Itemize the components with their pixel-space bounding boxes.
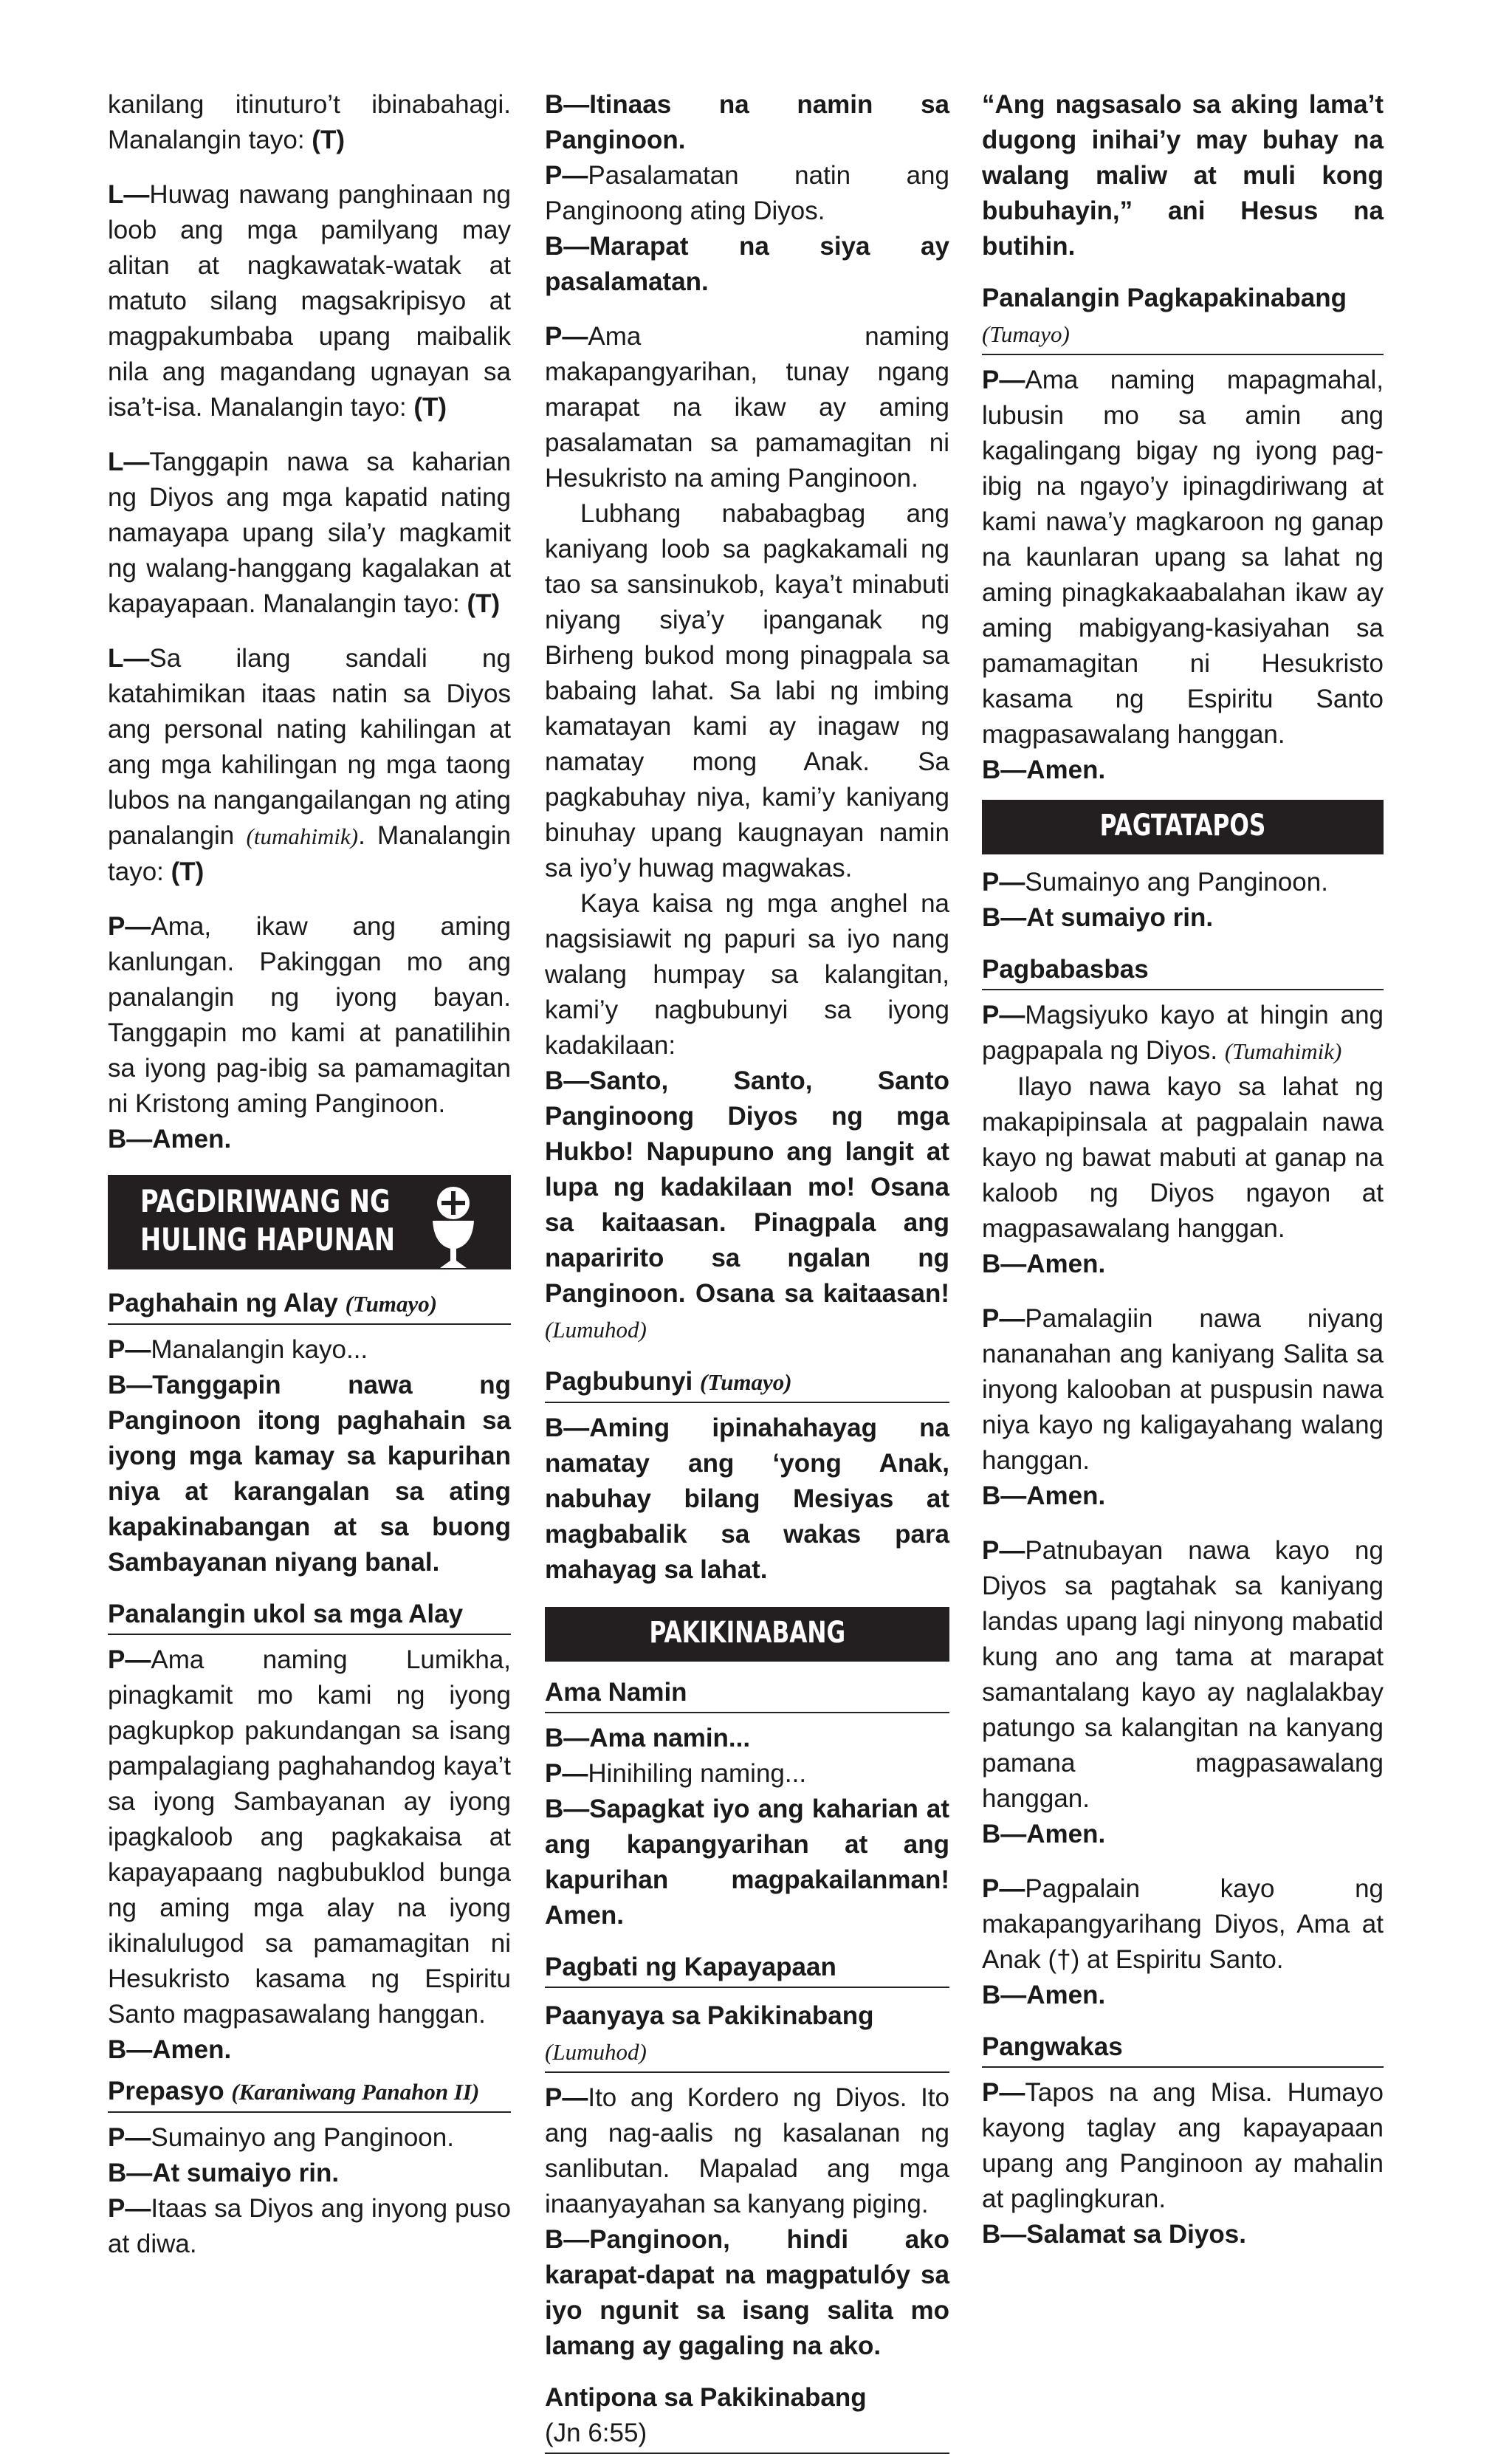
- section-banner-pakikinabang: PAKIKINABANG: [545, 1607, 949, 1662]
- pagbabasbas-2: Ilayo nawa kayo sa lahat ng makapipinsala at pagpalain nawa kayo ng bawat mabuti at ganap na kaloob ng Diyos ngayon at magpasawalang hanggan.: [982, 1072, 1384, 1243]
- prepasyo-response-3: B—Marapat na siya ay pasalamatan.: [545, 232, 949, 296]
- paanyaya-response: B—Panginoon, hindi ako karapat-dapat na magpatulóy sa iyo ngunit sa isang salita mo lamang ay gagaling na ako.: [545, 2225, 949, 2360]
- intercession-departed: L—Tanggapin nawa sa kaharian ng Diyos ang mga kapatid nating namayapa upang sila’y magkamit ng walang-hanggang kagalakan at kapayapaan. Manalangin tayo: (T): [108, 448, 511, 618]
- heading-panalangin-pagkapakinabang: Panalangin Pagkapakinabang: [982, 284, 1347, 312]
- response-amen: B—Amen.: [108, 1125, 232, 1154]
- preface-opening: P—Ama naming makapangyarihan, tunay ngang marapat na ikaw ay aming pasalamatan sa pamamagitan ni Hesukristo na aming Panginoon.: [545, 322, 949, 493]
- preface-body: Lubhang nababagbag ang kaniyang loob sa pagkakamali ng tao sa sansinukob, kaya’t minabuti niyang siya’y ipanganak ng Birheng bukod mong pinagpala sa babaing lahat. Sa labi ng imbing kamatayan kami ay inagaw ng namatay mong Anak. Sa pagkabuhay niya, kami’y kaniyang binuhay upang kaugnayan namin sa iyo’y huwag magwakas.: [545, 499, 949, 882]
- pagbabasbas-1: P—Magsiyuko kayo at hingin ang pagpapala ng Diyos. (Tumahimik): [982, 1001, 1384, 1065]
- ama-namin-response-1: B—Ama namin...: [545, 1724, 751, 1752]
- prepasyo-priest-3: P—Pasalamatan natin ang Panginoong ating Diyos.: [545, 161, 949, 225]
- heading-prepasyo: Prepasyo (Karaniwang Panahon II): [108, 2074, 511, 2113]
- heading-panalangin-ukol-sa-alay: Panalangin ukol sa mga Alay: [108, 1597, 511, 1635]
- paanyaya-priest: P—Ito ang Kordero ng Diyos. Ito ang nag-aalis ng kasalanan ng sanlibutan. Mapalad ang mga inaanyayahan sa kanyang piging.: [545, 2083, 949, 2218]
- column-right: [982, 87, 1384, 2252]
- response-amen: B—Amen.: [982, 1820, 1106, 1848]
- ama-namin-response-2: B—Sapagkat iyo ang kaharian at ang kapangyarihan at ang kapurihan magpakailanman! Amen.: [545, 1795, 949, 1930]
- intercession-end-paragraph: kanilang itinuturo’t ibinabahagi. Manalangin tayo: (T): [108, 90, 511, 154]
- heading-paghahain-ng-alay: Paghahain ng Alay (Tumayo): [108, 1286, 511, 1325]
- pagtatapos-priest: P—Sumainyo ang Panginoon.: [982, 868, 1328, 897]
- response-amen: B—Amen.: [982, 1981, 1106, 2009]
- pangwakas-priest: P—Tapos na ang Misa. Humayo kayong taglay ang kapayapaan upang ang Panginoon ay mahalin at paglingkuran.: [982, 2078, 1384, 2213]
- paanyaya-rubric: (Lumuhod): [545, 2034, 949, 2073]
- chalice-host-cross-icon: [430, 1185, 477, 1274]
- prepasyo-response-2: B—Itinaas na namin sa Panginoon.: [545, 90, 949, 154]
- alay-response: B—Tanggapin nawa ng Panginoon itong paghahain sa iyong mga kamay sa kapurihan niya at karangalan sa ating kapakinabangan at sa buong Sambayanan niyang banal.: [108, 1371, 511, 1577]
- prepasyo-priest-2: P—Itaas sa Diyos ang inyong puso at diwa.: [108, 2194, 511, 2258]
- pagtatapos-response: B—At sumaiyo rin.: [982, 903, 1214, 932]
- pagbubunyi-response: B—Aming ipinahahayag na namatay ang ‘yong Anak, nabuhay bilang Mesiyas at magbabalik sa wakas para mahayag sa lahat.: [545, 1413, 949, 1584]
- response-amen: B—Amen.: [982, 755, 1106, 784]
- panalangin-alay-text: P—Ama naming Lumikha, pinagkamit mo kami ng iyong pagkupkop pakundangan sa isang pampalagiang paghahandog kaya’t sa iyong Sambayanan ay iyong ipagkaloob ang pagkakaisa at kapayapaang nagbubuklod bunga ng aming mga alay na iyong ikinalulugod sa pamamagitan ni Hesukristo kasama ng Espiritu Santo magpasawalang hanggan.: [108, 1645, 511, 2029]
- intercession-silent: L—Sa ilang sandali ng katahimikan itaas natin sa Diyos ang personal nating kahilingan at ang mga kahilingan ng mga taong lubos na nangangailangan ng ating panalangin (tumahimik). Manalangin tayo: (T): [108, 644, 511, 886]
- pagbabasbas-5: P—Pagpalain kayo ng makapangyarihang Diyos, Ama at Anak (†) at Espiritu Santo.: [982, 1874, 1384, 1974]
- prepasyo-priest-1: P—Sumainyo ang Panginoon.: [108, 2123, 454, 2152]
- prepasyo-response-1: B—At sumaiyo rin.: [108, 2159, 340, 2187]
- panalangin-rubric: (Tumayo): [982, 316, 1384, 355]
- sanctus: B—Santo, Santo, Santo Panginoong Diyos ng mga Hukbo! Napupuno ang langit at lupa ng kadakilaan mo! Osana sa kaitaasan. Pinagpala ang naparirito sa ngalan ng Panginoon. Osana sa kaitaasan! (Lumuhod): [545, 1066, 949, 1343]
- pagbabasbas-4: P—Patnubayan nawa kayo ng Diyos sa pagtahak sa kaniyang landas upang lagi ninyong mabatid kung ano ang tama at marapat samantalang kayo ay naglalakbay patungo sa kalangitan na kanyang pamana magpasawalang hanggan.: [982, 1536, 1384, 1813]
- alay-priest: P—Manalangin kayo...: [108, 1335, 368, 1364]
- response-amen: B—Amen.: [108, 2035, 232, 2064]
- heading-pangwakas: Pangwakas: [982, 2029, 1384, 2068]
- heading-antipona: Antipona sa Pakikinabang: [545, 2383, 867, 2412]
- heading-pagbabasbas: Pagbabasbas: [982, 952, 1384, 990]
- heading-pagbati-ng-kapayapaan: Pagbati ng Kapayapaan: [545, 1950, 949, 1988]
- pagbabasbas-3: P—Pamalagiin nawa niyang nananahan ang kaniyang Salita sa inyong kalooban at puspusin nawa niya kayo ng kaligayahang walang hanggan.: [982, 1304, 1384, 1475]
- column-left: [108, 87, 511, 2262]
- section-banner-huling-hapunan: PAGDIRIWANG NG HULING HAPUNAN: [108, 1175, 511, 1269]
- panalangin-pagkapakinabang-text: P—Ama naming mapagmahal, lubusin mo sa amin ang kagalingang bigay ng iyong pag-ibig na ngayo’y ipinagdiriwang at kami nawa’y magkaroon ng ganap na kaunlaran upang sa lahat ng aming pinagkakaabalahan ikaw ay aming mabigyang-kasiyahan sa pamamagitan ni Hesukristo kasama ng Espiritu Santo magpasawalang hanggan.: [982, 366, 1384, 749]
- heading-ama-namin: Ama Namin: [545, 1675, 949, 1713]
- response-amen: B—Amen.: [982, 1481, 1106, 1510]
- heading-paanyaya: Paanyaya sa Pakikinabang: [545, 2001, 874, 2030]
- column-middle: [545, 87, 949, 2454]
- preface-closing: Kaya kaisa ng mga anghel na nagsisiawit ng papuri sa iyo nang walang humpay sa kalangitan, kami’y nagbubunyi sa iyong kadakilaan:: [545, 889, 949, 1060]
- intercession-families: L—Huwag nawang panghinaan ng loob ang mga pamilyang may alitan at nagkawatak-watak at matuto silang magsakripisyo at magpakumbaba upang maibalik nila ang magandang ugnayan sa isa’t-isa. Manalangin tayo: (T): [108, 180, 511, 422]
- heading-pagbubunyi: Pagbubunyi (Tumayo): [545, 1364, 949, 1403]
- section-banner-pagtatapos: PAGTATAPOS: [982, 800, 1384, 854]
- closing-prayer: P—Ama, ikaw ang aming kanlungan. Pakinggan mo ang panalangin ng iyong bayan. Tanggapin mo kami at panatilihin sa iyong pag-ibig sa pamamagitan ni Kristong aming Panginoon.: [108, 912, 511, 1118]
- antipona-reference: (Jn 6:55): [545, 2416, 949, 2454]
- response-amen: B—Amen.: [982, 1250, 1106, 1278]
- pangwakas-response: B—Salamat sa Diyos.: [982, 2220, 1246, 2249]
- ama-namin-priest: P—Hinihiling naming...: [545, 1759, 807, 1788]
- antipona-text: “Ang nagsasalo sa aking lama’t dugong inihai’y may buhay na walang maliw at muli kong bubuhayin,” ani Hesus na butihin.: [982, 90, 1384, 261]
